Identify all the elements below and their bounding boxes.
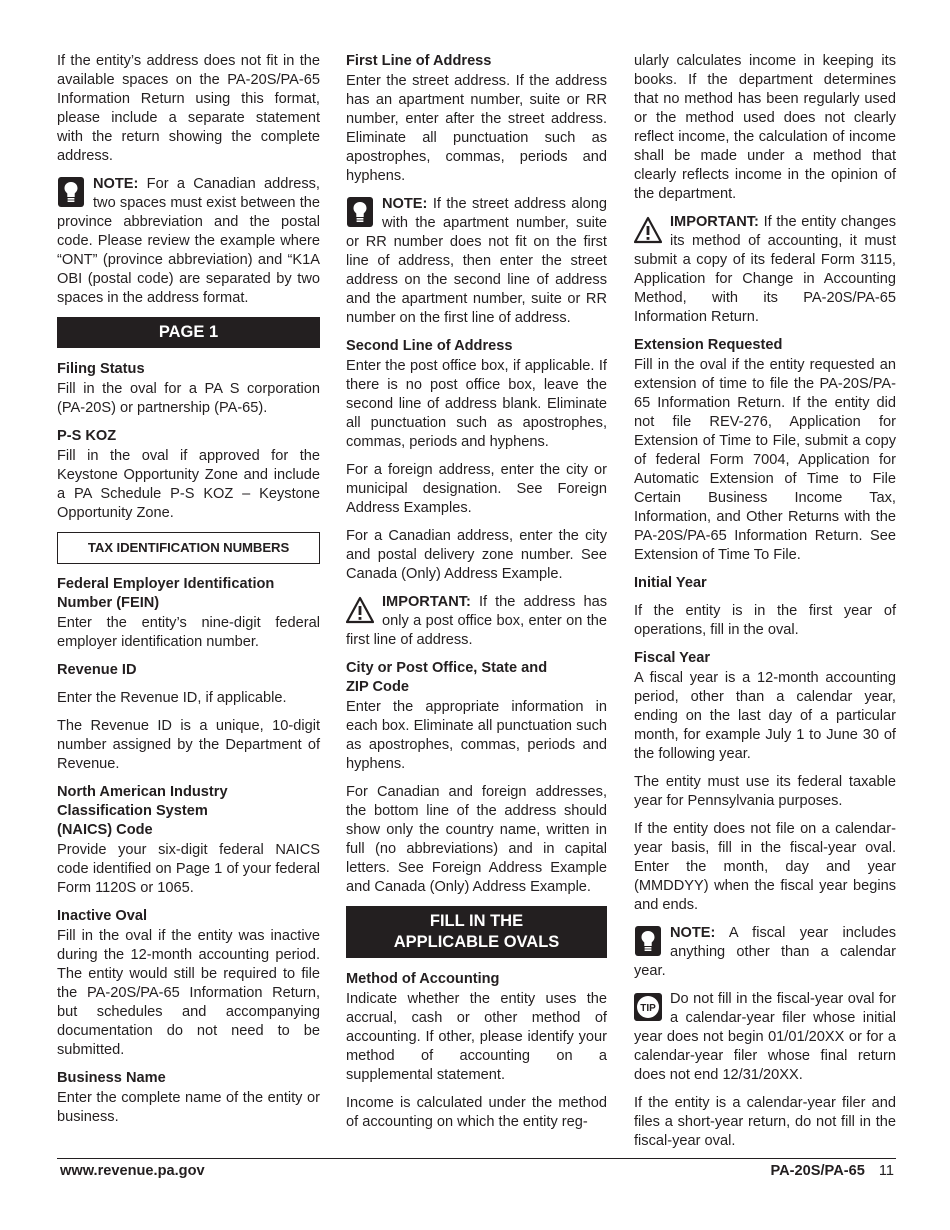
canadian-foreign-text: For Canadian and foreign addresses, the bottom line of the address should show only the country name, written in full (no abbreviations) and in capital letters. See Foreign Address Example and Canada (Only) Address Example. <box>346 784 607 895</box>
second-line-heading: Second Line of Address <box>346 338 513 354</box>
fein-text: Enter the entity’s nine-digit federal employer identification number. <box>57 615 320 650</box>
naics-heading-line3: (NAICS) Code <box>57 822 153 838</box>
method-text: Indicate whether the entity uses the accrual, cash or other method of accounting. If other, please identify your method of accounting on a supplemental statement. <box>346 991 607 1083</box>
note-label: NOTE: <box>382 196 428 212</box>
footer-divider <box>57 1158 896 1159</box>
column-1 <box>57 52 320 1136</box>
business-name-heading: Business Name <box>57 1070 166 1086</box>
extension-heading: Extension Requested <box>634 337 783 353</box>
fein-heading-line1: Federal Employer Identification <box>57 576 275 592</box>
accounting-continued-text: ularly calculates income in keeping its books. If the department determines that no method has been regularly used or the method used does not clearly reflect income, the calculation of income shall be made under a method that clearly reflects income in the opinion of the department. <box>634 53 896 202</box>
extension-text: Fill in the oval if the entity requested an extension of time to file the PA-20S/PA-65 Information Return. If the entity did not file REV-276, Application for Extension of Time to File, submit a copy of federal Form 7004, Application for Automatic Extension of Time to File Certain Business Income Tax, Information, and Other Returns with the PA-20S/PA-65 Information Return. See Extension of Time To File. <box>634 357 896 563</box>
fiscal-year-tip <box>634 990 896 1085</box>
initial-year-heading: Initial Year <box>634 575 707 591</box>
important-text: If the address has only a post office box, enter on the first line of address. <box>346 594 607 648</box>
fiscal-year-text-1: A fiscal year is a 12-month accounting period, other than a calendar year, ending on the last day of a particular month, for example July 1 to June 30 of the following year. <box>634 670 896 762</box>
method-heading: Method of Accounting <box>346 971 500 987</box>
banner-line2: APPLICABLE OVALS <box>393 933 560 951</box>
fein-heading-line2: Number (FEIN) <box>57 595 160 611</box>
naics-heading-line1: North American Industry <box>57 784 228 800</box>
tip-icon <box>634 992 662 1022</box>
note-text: If the street address along with the apartment number, suite or RR number does not fit on the first line of address, then enter the street address on the second line of address and the apartment number, suite or RR number on the first line of address. <box>346 196 607 326</box>
filing-status-text: Fill in the oval for a PA S corporation (PA-20S) or partnership (PA-65). <box>57 381 320 416</box>
note-text: For a Canadian address, two spaces must exist between the province abbreviation and the postal code. Please review the example where “ONT” (province abbreviation) and “K1A OBI (postal code) are separated by two spaces in the address format. <box>57 176 320 306</box>
important-label: IMPORTANT: <box>382 594 471 610</box>
canadian-address-text: For a Canadian address, enter the city and postal delivery zone number. See Canada (Only) Address Example. <box>346 528 607 582</box>
revenue-id-text-2: The Revenue ID is a unique, 10-digit number assigned by the Department of Revenue. <box>57 718 320 772</box>
fiscal-year-heading: Fiscal Year <box>634 650 711 666</box>
warning-icon <box>634 215 662 245</box>
income-text: Income is calculated under the method of accounting on which the entity reg- <box>346 1095 607 1130</box>
inactive-text: Fill in the oval if the entity was inactive during the 12-month accounting period. The entity would still be required to file the PA-20S/PA-65 Information Return, but schedules and accompanying documentation do not need to be submitted. <box>57 928 320 1058</box>
short-year-text: If the entity is a calendar-year filer and files a short-year return, do not fill in the fiscal-year oval. <box>634 1095 896 1149</box>
second-line-text: Enter the post office box, if applicable. If there is no post office box, leave the second line of address blank. Eliminate all punctuation such as apostrophes, commas, periods and hyphens. <box>346 358 607 450</box>
lightbulb-icon <box>346 197 374 227</box>
fiscal-year-text-3: If the entity does not file on a calendar-year basis, fill in the fiscal-year oval. Enter the month, day and year (MMDDYY) when the fiscal year begins and ends. <box>634 821 896 913</box>
method-change-important <box>634 213 896 327</box>
lightbulb-icon <box>634 926 662 956</box>
banner-line1: FILL IN THE <box>429 912 524 930</box>
tip-text: Do not fill in the fiscal-year oval for a calendar-year filer whose initial year does not begin 01/01/20XX or for a calendar-year filer whose final return does not end 12/31/20XX. <box>634 991 896 1083</box>
footer-form: PA-20S/PA-65 <box>770 1163 865 1179</box>
initial-year-text: If the entity is in the first year of operations, fill in the oval. <box>634 603 896 638</box>
canadian-note <box>57 175 320 308</box>
inactive-heading: Inactive Oval <box>57 908 148 924</box>
naics-text: Provide your six-digit federal NAICS code identified on Page 1 of your federal Form 1120S or 1065. <box>57 842 320 896</box>
lightbulb-icon <box>57 177 85 207</box>
footer-website: www.revenue.pa.gov <box>60 1163 205 1179</box>
tip-icon-text: TIP <box>640 1003 656 1014</box>
column-3 <box>634 52 896 1160</box>
po-box-important <box>346 593 607 650</box>
pskoz-text: Fill in the oval if approved for the Keystone Opportunity Zone and include a PA Schedule P-S KOZ – Keystone Opportunity Zone. <box>57 448 320 521</box>
naics-heading-line2: Classification System <box>57 803 208 819</box>
page-number: 11 <box>878 1163 894 1179</box>
city-heading-line1: City or Post Office, State and <box>346 660 548 676</box>
city-heading-line2: ZIP Code <box>346 679 409 695</box>
important-label: IMPORTANT: <box>670 214 759 230</box>
note-label: NOTE: <box>670 925 716 941</box>
filing-status-heading: Filing Status <box>57 361 145 377</box>
footer-form-page <box>770 1162 894 1181</box>
important-text: If the entity changes its method of accounting, it must submit a copy of its federal Form 3115, Application for Change in Accounting Method, with its PA-20S/PA-65 Information Return. <box>634 214 896 325</box>
address-intro: If the entity’s address does not fit in the available spaces on the PA-20S/PA-65 Information Return using this format, please include a separate statement with the return showing the complete address. <box>57 53 320 164</box>
fiscal-year-note <box>634 924 896 981</box>
city-text: Enter the appropriate information in each box. Eliminate all punctuation such as apostrophes, commas, periods and hyphens. <box>346 699 607 772</box>
first-line-text: Enter the street address. If the address has an apartment number, suite or RR number, enter after the street address. Eliminate all punctuation such as apostrophes, commas, periods and hyphens. <box>346 73 607 184</box>
tin-section-heading: TAX IDENTIFICATION NUMBERS <box>57 532 320 564</box>
applicable-ovals-banner <box>346 906 607 958</box>
pskoz-heading: P-S KOZ <box>57 428 117 444</box>
revenue-id-text-1: Enter the Revenue ID, if applicable. <box>57 690 287 706</box>
page1-banner: PAGE 1 <box>57 317 320 348</box>
warning-icon <box>346 595 374 625</box>
street-address-note <box>346 195 607 328</box>
column-2 <box>346 52 607 1141</box>
foreign-address-text: For a foreign address, enter the city or municipal designation. See Foreign Address Examples. <box>346 462 607 516</box>
first-line-heading: First Line of Address <box>346 53 492 69</box>
note-label: NOTE: <box>93 176 139 192</box>
business-name-text: Enter the complete name of the entity or business. <box>57 1090 320 1125</box>
revenue-id-heading: Revenue ID <box>57 662 137 678</box>
note-text: A fiscal year includes anything other than a calendar year. <box>634 925 896 979</box>
fiscal-year-text-2: The entity must use its federal taxable year for Pennsylvania purposes. <box>634 774 896 809</box>
